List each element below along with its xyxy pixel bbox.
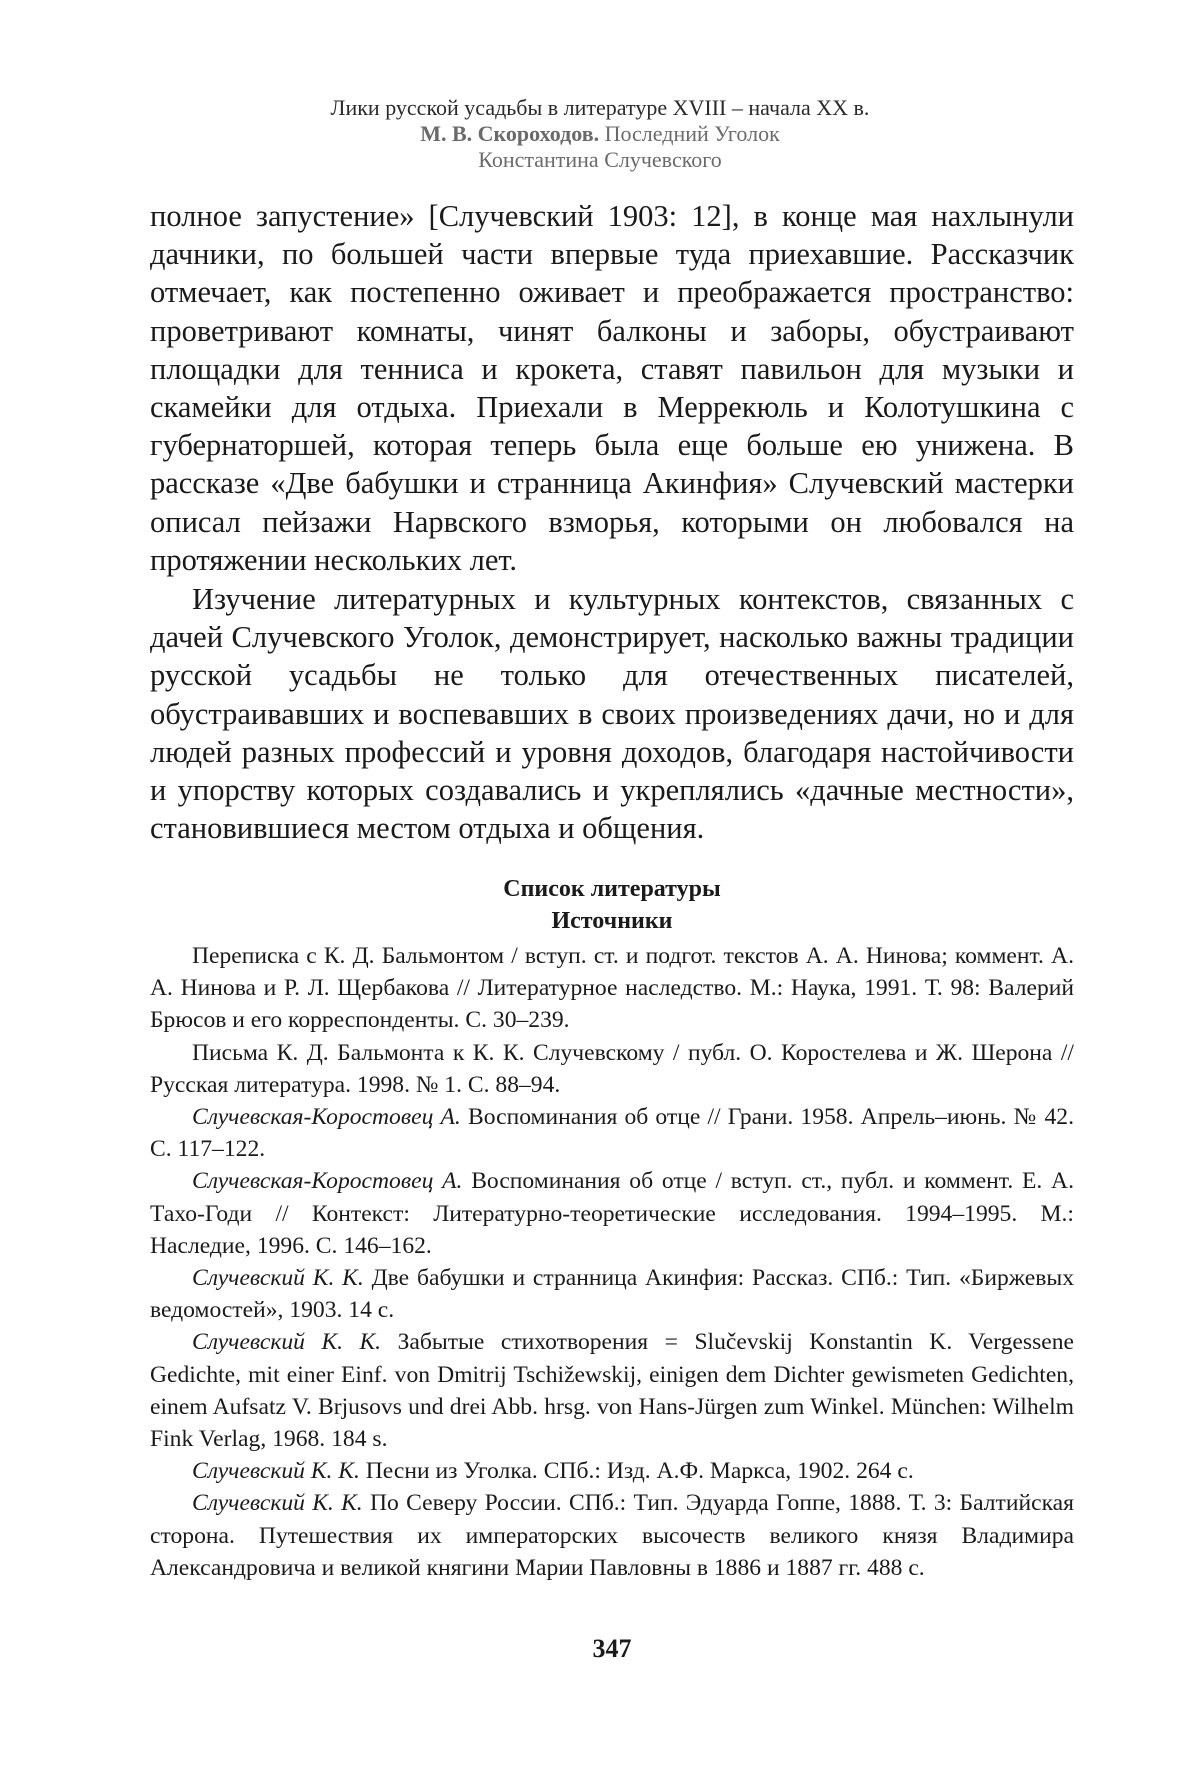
entry-text: Забытые стихотворения = Slučevskij Konstantin K. Vergessene Gedichte, mit einer Einf. von Dmitrij Tschižewskij, einigen dem Dichter gewismeten Gedichten, einem Aufsatz V. Brjusovs und drei Abb. hrsg. von Hans-Jürgen zum Winkel. München: Wilhelm Fink Verlag, 1968. 184 s. <box>150 1329 1074 1452</box>
paragraph-2: Изучение литературных и культурных контекстов, связанных с дачей Случевского Уголок, демонстрирует, насколько важны традиции русской усадьбы не только для отечественных писателей, обустраивавших и воспевавших в своих произведениях дачи, но и для людей разных профессий и уровня доходов, благодаря настойчивости и упорству которых создавались и укреплялись «дачные местности», становившиеся местом отдыха и общения. <box>150 580 1074 847</box>
entry-author: Случевский К. К. <box>192 1329 381 1355</box>
bibliography-list <box>150 940 1074 1584</box>
bibliography-entry <box>150 1101 1074 1165</box>
page-number: 347 <box>150 1634 1074 1664</box>
article-title-part1: Последний Уголок <box>605 121 780 146</box>
running-header <box>150 95 1050 173</box>
bibliography-entry <box>150 1037 1074 1101</box>
article-line <box>150 121 1050 147</box>
bibliography-entry <box>150 940 1074 1037</box>
bibliography-subtitle: Источники <box>150 905 1074 937</box>
bibliography-entry <box>150 1455 1074 1487</box>
entry-text: Воспоминания об отце / вступ. ст., публ. и коммент. Е. А. Тахо-Годи // Контекст: Литературно-теоретические исследования. 1994–1995. М.: Наследие, 1996. С. 146–162. <box>150 1168 1074 1258</box>
entry-text: Переписка с К. Д. Бальмонтом / вступ. ст. и подгот. текстов А. А. Нинова; коммент. А. А. Нинова и Р. Л. Щербакова // Литературное наследство. М.: Наука, 1991. Т. 98: Валерий Брюсов и его корреспонденты. С. 30–239. <box>150 943 1074 1033</box>
entry-text: По Северу России. СПб.: Тип. Эдуарда Гоппе, 1888. Т. 3: Балтийская сторона. Путешествия их императорских высочеств великого князя Владимира Александровича и великой княгини Марии Павловны в 1886 и 1887 гг. 488 с. <box>150 1490 1074 1580</box>
entry-author: Случевский К. К. <box>192 1265 364 1291</box>
entry-text: Письма К. Д. Бальмонта к К. К. Случевскому / публ. О. Коростелева и Ж. Шерона // Русская литература. 1998. № 1. С. 88–94. <box>150 1040 1074 1098</box>
entry-text: Воспоминания об отце // Грани. 1958. Апрель–июнь. № 42. С. 117–122. <box>150 1104 1074 1162</box>
bibliography-entry <box>150 1165 1074 1262</box>
bibliography-title: Список литературы <box>150 873 1074 905</box>
bibliography-heading <box>150 873 1074 937</box>
book-title: Лики русской усадьбы в литературе XVIII – начала XX в. <box>150 95 1050 121</box>
paragraph-1: полное запустение» [Случевский 1903: 12], в конце мая нахлынули дачники, по большей части впервые туда приехавшие. Рассказчик отмечает, как постепенно оживает и преображается пространство: проветривают комнаты, чинят балконы и заборы, обустраивают площадки для тенниса и крокета, ставят павильон для музыки и скамейки для отдыха. Приехали в Меррекюль и Колотушкина с губернаторшей, которая теперь была еще больше ею унижена. В рассказе «Две бабушки и странница Акинфия» Случевский мастерки описал пейзажи Нарвского взморья, которыми он любовался на протяжении нескольких лет. <box>150 197 1074 579</box>
entry-author: Случевская-Коростовец А. <box>192 1104 461 1130</box>
bibliography-entry <box>150 1487 1074 1584</box>
entry-text: Две бабушки и странница Акинфия: Рассказ. СПб.: Тип. «Биржевых ведомостей», 1903. 14 с. <box>150 1265 1074 1323</box>
bibliography-entry <box>150 1326 1074 1455</box>
article-author: М. В. Скороходов. <box>420 121 599 146</box>
entry-text: Песни из Уголка. СПб.: Изд. А.Ф. Маркса, 1902. 264 с. <box>360 1458 914 1484</box>
book-page <box>0 0 1200 1780</box>
entry-author: Случевский К. К. <box>192 1490 363 1516</box>
bibliography-entry <box>150 1262 1074 1326</box>
body-text <box>150 197 1074 847</box>
article-title-part2: Константина Случевского <box>150 147 1050 173</box>
entry-author: Случевская-Коростовец А. <box>192 1168 462 1194</box>
entry-author: Случевский К. К. <box>192 1458 360 1484</box>
